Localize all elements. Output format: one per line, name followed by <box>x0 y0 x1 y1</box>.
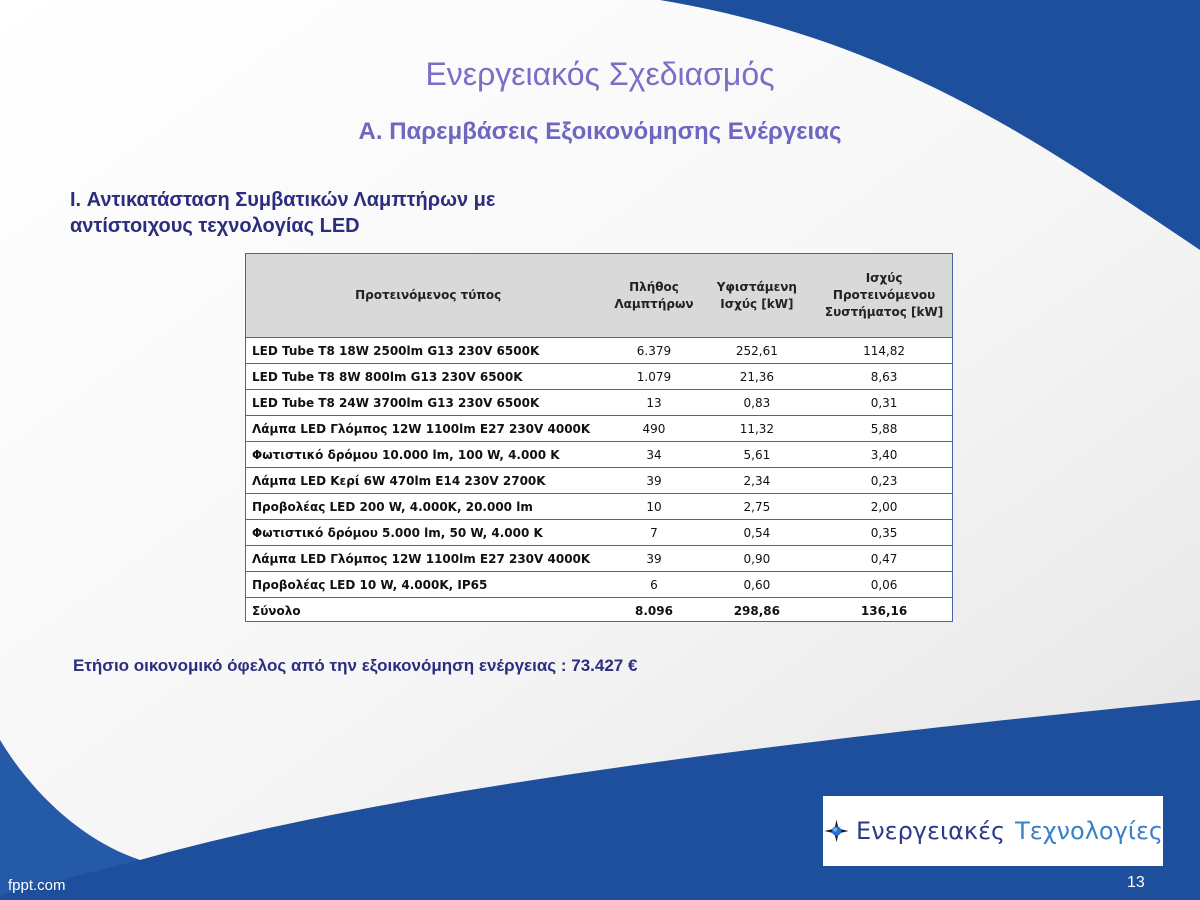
cell-proposed-power: 2,00 <box>816 494 952 520</box>
cell-type: Λάμπα LED Κερί 6W 470lm E14 230V 2700K <box>246 468 610 494</box>
cell-type: Λάμπα LED Γλόμπος 12W 1100lm E27 230V 4000K <box>246 546 610 572</box>
annual-benefit-note: Ετήσιο οικονομικό όφελος από την εξοικονόμηση ενέργειας : 73.427 € <box>73 656 638 675</box>
table-row <box>246 494 952 520</box>
cell-type: Φωτιστικό δρόμου 10.000 lm, 100 W, 4.000 K <box>246 442 610 468</box>
cell-existing-power: 252,61 <box>698 338 817 364</box>
section-heading-line1: I. Αντικατάσταση Συμβατικών Λαμπτήρων με <box>70 189 496 211</box>
cell-count: 39 <box>610 546 697 572</box>
header-existing-power: Υφιστάμενη Ισχύς [kW] <box>698 254 817 338</box>
table-total-row <box>246 598 952 624</box>
header-count: Πλήθος Λαμπτήρων <box>610 254 697 338</box>
header-type: Προτεινόμενος τύπος <box>246 254 610 338</box>
table-row <box>246 468 952 494</box>
cell-count: 39 <box>610 468 697 494</box>
logo-word-technologies: Τεχνολογίες <box>1015 817 1163 845</box>
cell-count: 490 <box>610 416 697 442</box>
cell-count: 10 <box>610 494 697 520</box>
footer-brand: fppt.com <box>8 877 66 894</box>
cell-existing-power: 21,36 <box>698 364 817 390</box>
cell-proposed-power: 0,06 <box>816 572 952 598</box>
cell-proposed-power: 0,23 <box>816 468 952 494</box>
cell-type: LED Tube T8 24W 3700lm G13 230V 6500K <box>246 390 610 416</box>
cell-type: Σύνολο <box>252 603 301 618</box>
page-number: 13 <box>1127 874 1145 891</box>
table-row <box>246 546 952 572</box>
cell-count: 34 <box>610 442 697 468</box>
cell-type: Προβολέας LED 10 W, 4.000K, IP65 <box>246 572 610 598</box>
section-heading <box>70 187 630 239</box>
cell-type: Λάμπα LED Γλόμπος 12W 1100lm E27 230V 4000K <box>246 416 610 442</box>
header-proposed-power: Ισχύς Προτεινόμενου Συστήματος [kW] <box>816 254 952 338</box>
section-heading-line2: αντίστοιχους τεχνολογίας LED <box>70 215 360 237</box>
led-replacement-table <box>245 253 953 622</box>
cell-count: 8.096 <box>634 603 673 618</box>
cell-type: Προβολέας LED 200 W, 4.000K, 20.000 lm <box>246 494 610 520</box>
cell-existing-power: 2,34 <box>698 468 817 494</box>
cell-existing-power: 5,61 <box>698 442 817 468</box>
cell-proposed-power: 114,82 <box>816 338 952 364</box>
table-row <box>246 572 952 598</box>
cell-type: LED Tube T8 18W 2500lm G13 230V 6500K <box>246 338 610 364</box>
table-row <box>246 364 952 390</box>
cell-proposed-power: 3,40 <box>816 442 952 468</box>
cell-type: Φωτιστικό δρόμου 5.000 lm, 50 W, 4.000 K <box>246 520 610 546</box>
table-row <box>246 338 952 364</box>
compass-star-globe-icon <box>823 796 850 866</box>
slide-subtitle: Α. Παρεμβάσεις Εξοικονόμησης Ενέργειας <box>358 118 842 145</box>
cell-proposed-power: 5,88 <box>816 416 952 442</box>
table-row <box>246 390 952 416</box>
cell-existing-power: 11,32 <box>698 416 817 442</box>
table-header-row <box>246 254 952 338</box>
cell-count: 6.379 <box>610 338 697 364</box>
cell-proposed-power: 0,47 <box>816 546 952 572</box>
cell-count: 1.079 <box>610 364 697 390</box>
cell-existing-power: 0,90 <box>698 546 817 572</box>
company-logo <box>823 796 1163 866</box>
cell-proposed-power: 0,31 <box>816 390 952 416</box>
cell-count: 7 <box>610 520 697 546</box>
table-row <box>246 520 952 546</box>
cell-proposed-power: 8,63 <box>816 364 952 390</box>
cell-proposed-power: 0,35 <box>816 520 952 546</box>
table-row <box>246 416 952 442</box>
cell-existing-power: 2,75 <box>698 494 817 520</box>
cell-existing-power: 0,83 <box>698 390 817 416</box>
cell-existing-power: 298,86 <box>733 603 781 618</box>
cell-count: 6 <box>610 572 697 598</box>
slide-title: Ενεργειακός Σχεδιασμός <box>425 56 775 92</box>
cell-type: LED Tube T8 8W 800lm G13 230V 6500K <box>246 364 610 390</box>
cell-proposed-power: 136,16 <box>860 603 908 618</box>
logo-word-energy: Ενεργειακές <box>856 817 1006 845</box>
cell-count: 13 <box>610 390 697 416</box>
cell-existing-power: 0,60 <box>698 572 817 598</box>
table-row <box>246 442 952 468</box>
cell-existing-power: 0,54 <box>698 520 817 546</box>
